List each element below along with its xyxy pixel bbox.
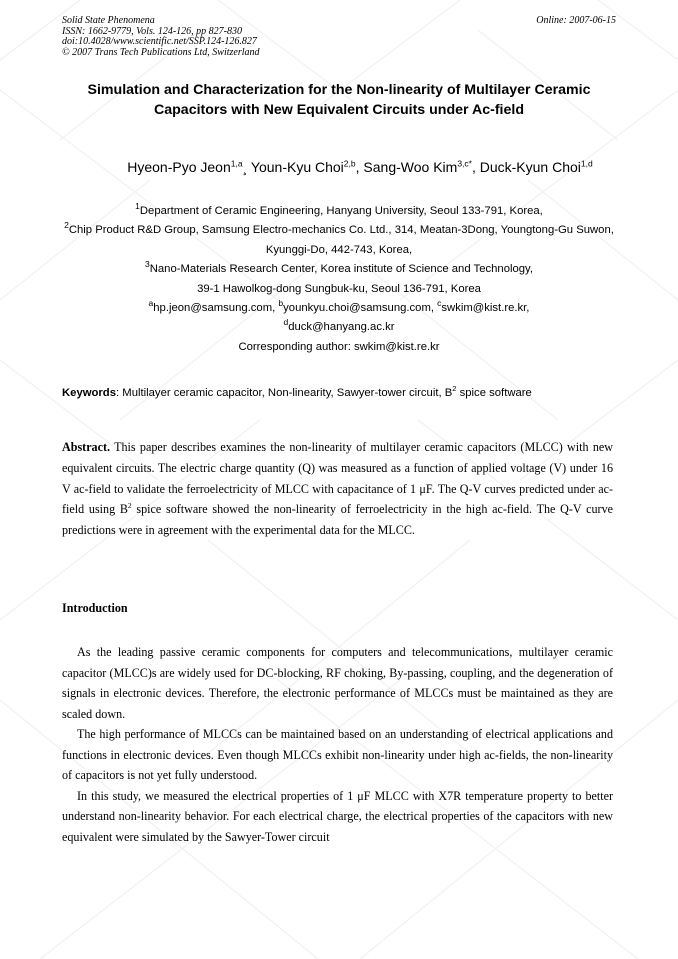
- affiliation-2: [62, 221, 616, 260]
- abstract-text: This paper describes examines the non-linearity of multilayer ceramic capacitors (MLCC) with new equivalent circuits. The electric charge quantity (Q) was measured as a function of applied voltage (V) under 16 V ac-field to validate the ferroelectricity of MLCC with capacitance of 1 μF. The Q-V curves predicted under ac-field using B: [62, 440, 613, 517]
- affiliation-text: Department of Ceramic Engineering, Hanyang University, Seoul 133-791, Korea,: [139, 205, 543, 217]
- affiliation-text: Chip Product R&D Group, Samsung Electro-mechanics Co. Ltd., 314, Meatan-3Dong, Youngtong-Gu Suwon, Kyunggi-Do, 442-743, Korea,: [68, 224, 614, 256]
- keywords-sup: 2: [452, 384, 457, 394]
- author-name: Hyeon-Pyo Jeon: [127, 159, 231, 175]
- abstract-sup: 2: [127, 501, 132, 511]
- affiliation-sup: 1: [135, 201, 140, 212]
- keywords-label: Keywords: [62, 387, 116, 399]
- author-sup: 1,d: [580, 158, 593, 169]
- journal-issn: ISSN: 1662-9779, Vols. 124-126, pp 827-830: [62, 25, 242, 37]
- journal-doi: doi:10.4028/www.scientific.net/SSP.124-126.827: [62, 36, 257, 47]
- corresponding-author: Corresponding author: swkim@kist.re.kr: [238, 340, 440, 353]
- email-link[interactable]: swkim@kist.re.kr,: [441, 302, 530, 315]
- abstract: [62, 437, 613, 541]
- journal-header: [62, 16, 260, 58]
- email-sup: a: [148, 298, 154, 309]
- author-name: Youn-Kyu Choi: [250, 159, 344, 175]
- keywords-text: : Multilayer ceramic capacitor, Non-linearity, Sawyer-tower circuit, B: [116, 387, 453, 399]
- author-name: Duck-Kyun Choi: [479, 159, 581, 175]
- email-sup: c: [437, 298, 442, 309]
- affiliations: [62, 202, 616, 357]
- author-sup: 3,c*: [457, 158, 472, 169]
- email-sup: b: [278, 298, 284, 309]
- email-line-2: [62, 318, 616, 337]
- paragraph: In this study, we measured the electrical properties of 1 μF MLCC with X7R temperature property to better understand non-linearity behavior. For each electrical charge, the electrical properties of the capacitors with new equivalent were simulated by the Sawyer-Tower circuit: [62, 788, 613, 844]
- keywords-text-end: spice software: [456, 387, 532, 399]
- affiliation-1: [62, 202, 616, 221]
- author-name: Sang-Woo Kim: [363, 159, 458, 175]
- email-sup: d: [283, 317, 289, 328]
- email-link[interactable]: hp.jeon@samsung.com,: [153, 302, 279, 315]
- author-sup: 1,a: [230, 158, 243, 169]
- online-date: Online: 2007-06-15: [536, 15, 616, 26]
- introduction-body: [62, 642, 613, 847]
- email-list: [62, 299, 616, 318]
- author-separator: ,: [355, 159, 364, 175]
- abstract-text-end: spice software showed the non-linearity of ferroelectricity in the high ac-field. The Q-V curve predictions were in agreement with the experimental data for the MLCC.: [62, 502, 613, 538]
- email-link[interactable]: younkyu.choi@samsung.com,: [283, 302, 438, 315]
- affiliation-3-address: 39-1 Hawolkog-dong Sungbuk-ku, Seoul 136-791, Korea: [197, 282, 481, 295]
- paragraph: As the leading passive ceramic components for computers and telecommunications, multilayer ceramic capacitor (MLCC)s are widely used for DC-blocking, RF choking, By-passing, coupling, and the degeneration of signals in electronic devices. Therefore, the electronic performance of MLCCs must be maintained as they are scaled down.: [62, 645, 613, 721]
- journal-name: Solid State Phenomena: [62, 15, 155, 26]
- author-separator: ¸: [242, 159, 251, 175]
- keywords: [62, 385, 616, 401]
- paper-title: Simulation and Characterization for the Non-linearity of Multilayer Ceramic Capacitors with New Equivalent Circuits under Ac-field: [87, 82, 591, 118]
- affiliation-sup: 3: [145, 259, 150, 270]
- affiliation-3: [62, 260, 616, 279]
- paragraph: The high performance of MLCCs can be maintained based on an understanding of electrical applications and functions in electronic devices. Even though MLCCs exhibit non-linearity under high ac-fields, the non-linearity of capacitors is not yet fully understood.: [62, 727, 613, 782]
- author-list: [100, 158, 620, 176]
- journal-copyright: © 2007 Trans Tech Publications Ltd, Switzerland: [62, 46, 260, 58]
- section-heading-introduction: Introduction: [62, 601, 128, 615]
- abstract-label: Abstract.: [62, 440, 111, 454]
- author-separator: ,: [471, 159, 480, 175]
- affiliation-sup: 2: [64, 220, 69, 231]
- email-link[interactable]: duck@hanyang.ac.kr: [288, 321, 395, 334]
- affiliation-text: Nano-Materials Research Center, Korea institute of Science and Technology,: [149, 263, 533, 276]
- author-sup: 2,b: [343, 158, 356, 169]
